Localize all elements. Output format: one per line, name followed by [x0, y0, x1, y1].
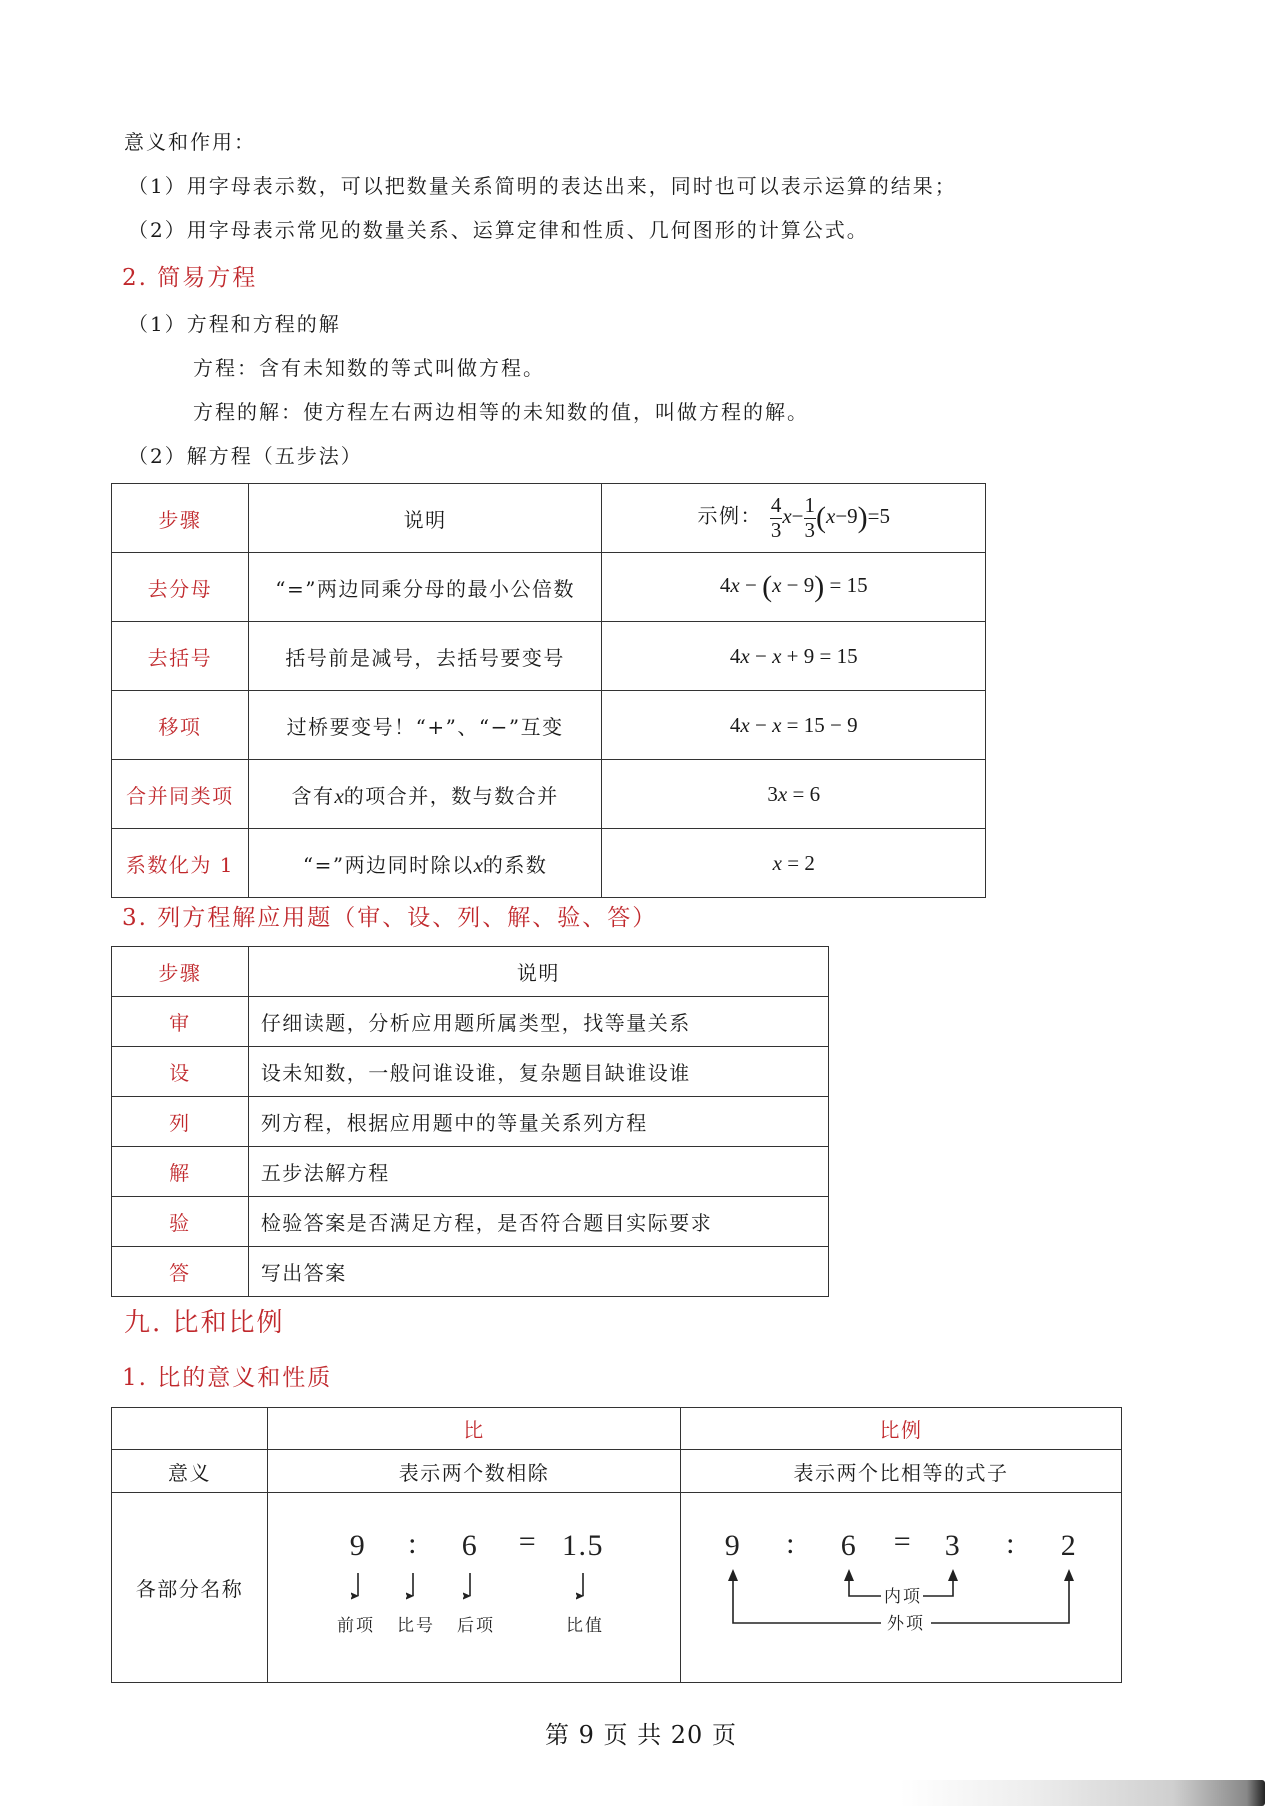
arrow-up-icon	[728, 1569, 738, 1581]
step-description: 括号前是减号，去括号要变号	[248, 622, 602, 691]
ratio-diagram-cell	[268, 1493, 681, 1683]
header-ratio: 比	[268, 1408, 681, 1450]
step-name: 答	[112, 1247, 249, 1297]
section-2-title: 2. 简易方程	[122, 265, 258, 291]
step-example: 3x = 6	[602, 760, 986, 829]
table-row	[112, 1097, 829, 1147]
outer-bracket-left	[733, 1573, 881, 1623]
page-number: 第 9 页 共 20 页	[545, 1721, 737, 1749]
proportion-inner-first: 6	[840, 1529, 858, 1562]
ratio-meaning: 表示两个数相除	[268, 1450, 681, 1493]
step-description: 五步法解方程	[248, 1147, 828, 1197]
table-header-row	[112, 1408, 1122, 1450]
intro-heading: 意义和作用：	[124, 130, 256, 154]
step-description: 仔细读题，分析应用题所属类型，找等量关系	[248, 997, 828, 1047]
header-proportion: 比例	[681, 1408, 1122, 1450]
step-name: 系数化为 1	[112, 829, 249, 898]
step-name: 审	[112, 997, 249, 1047]
proportion-equals: =	[893, 1525, 913, 1558]
step-description: “=”两边同时除以x的系数	[248, 829, 602, 898]
step-description: 含有x的项合并，数与数合并	[248, 760, 602, 829]
word-problem-table	[111, 946, 829, 1297]
ratio-parts-diagram	[268, 1493, 680, 1677]
label-ratio-value: 比值	[566, 1616, 604, 1636]
step-description: 过桥要变号！“+”、“−”互变	[248, 691, 602, 760]
step-name: 解	[112, 1147, 249, 1197]
step-example: 4x − (x − 9) = 15	[602, 553, 986, 622]
step-name: 设	[112, 1047, 249, 1097]
proportion-outer-second: 2	[1060, 1529, 1078, 1562]
ratio-antecedent: 9	[349, 1529, 367, 1562]
table-row	[112, 760, 986, 829]
example-equation: $\frac{4}{3}$ x− $\frac{1}{3}$ (x−9)=5	[770, 493, 891, 542]
proportion-outer-first: 9	[724, 1529, 742, 1562]
ratio-value: 1.5	[562, 1529, 604, 1562]
table-row	[112, 553, 986, 622]
inner-bracket-left	[849, 1573, 881, 1596]
step-example: x = 2	[602, 829, 986, 898]
table-header-row	[112, 484, 986, 553]
proportion-colon-2: :	[1006, 1527, 1016, 1560]
intro-item-1: （1）用字母表示数，可以把数量关系简明的表达出来，同时也可以表示运算的结果；	[128, 174, 957, 198]
table-row	[112, 1047, 829, 1097]
table-row	[112, 829, 986, 898]
step-description: 写出答案	[248, 1247, 828, 1297]
row-label-parts: 各部分名称	[112, 1493, 268, 1683]
table-row	[112, 997, 829, 1047]
chapter-9-sub1: 1. 比的意义和性质	[122, 1365, 333, 1391]
step-name: 移项	[112, 691, 249, 760]
intro-item-2: （2）用字母表示常见的数量关系、运算定律和性质、几何图形的计算公式。	[128, 218, 869, 242]
header-step: 步骤	[112, 484, 249, 553]
arrow-up-icon	[1064, 1569, 1074, 1581]
step-example: 4x − x = 15 − 9	[602, 691, 986, 760]
table-row	[112, 1493, 1122, 1683]
table-row	[112, 1147, 829, 1197]
proportion-diagram-cell	[681, 1493, 1122, 1683]
proportion-inner-second: 3	[944, 1529, 962, 1562]
step-example: 4x − x + 9 = 15	[602, 622, 986, 691]
header-step: 步骤	[112, 947, 249, 997]
proportion-colon-1: :	[786, 1527, 796, 1560]
chapter-9-title: 九. 比和比例	[124, 1308, 285, 1338]
proportion-parts-diagram	[681, 1493, 1121, 1677]
table-row	[112, 1450, 1122, 1493]
label-ratio-sign: 比号	[397, 1616, 435, 1636]
label-inner-terms: 内项	[884, 1587, 922, 1607]
ratio-equals: =	[518, 1525, 538, 1558]
five-step-table	[111, 483, 986, 898]
header-description: 说明	[248, 484, 602, 553]
section-3-title: 3. 列方程解应用题（审、设、列、解、验、答）	[122, 905, 658, 931]
step-description: 设未知数，一般问谁设谁，复杂题目缺谁设谁	[248, 1047, 828, 1097]
step-name: 去括号	[112, 622, 249, 691]
step-name: 合并同类项	[112, 760, 249, 829]
ratio-colon: :	[408, 1527, 418, 1560]
arrow-up-icon	[948, 1569, 958, 1581]
label-consequent: 后项	[457, 1616, 495, 1636]
ratio-proportion-table	[111, 1407, 1122, 1683]
header-example-label: 示例：	[697, 503, 762, 528]
step-name: 列	[112, 1097, 249, 1147]
label-antecedent: 前项	[337, 1616, 375, 1636]
table-row	[112, 691, 986, 760]
scrollbar-handle[interactable]	[900, 1780, 1265, 1806]
step-description: 检验答案是否满足方程，是否符合题目实际要求	[248, 1197, 828, 1247]
ratio-consequent: 6	[461, 1529, 479, 1562]
inner-bracket-right	[923, 1573, 953, 1596]
proportion-meaning: 表示两个比相等的式子	[681, 1450, 1122, 1493]
header-example	[602, 484, 986, 553]
row-label-meaning: 意义	[112, 1450, 268, 1493]
definition-equation: 方程：含有未知数的等式叫做方程。	[193, 356, 545, 380]
step-name: 验	[112, 1197, 249, 1247]
table-row	[112, 1247, 829, 1297]
step-description: 列方程，根据应用题中的等量关系列方程	[248, 1097, 828, 1147]
label-outer-terms: 外项	[887, 1614, 925, 1634]
step-name: 去分母	[112, 553, 249, 622]
table-row	[112, 1197, 829, 1247]
definition-solution: 方程的解：使方程左右两边相等的未知数的值，叫做方程的解。	[193, 400, 809, 424]
section-2-sub1: （1）方程和方程的解	[128, 312, 341, 336]
arrow-up-icon	[844, 1569, 854, 1581]
header-empty	[112, 1408, 268, 1450]
header-description: 说明	[248, 947, 828, 997]
section-2-sub2: （2）解方程（五步法）	[128, 444, 363, 468]
table-row	[112, 622, 986, 691]
table-header-row	[112, 947, 829, 997]
step-description: “=”两边同乘分母的最小公倍数	[248, 553, 602, 622]
